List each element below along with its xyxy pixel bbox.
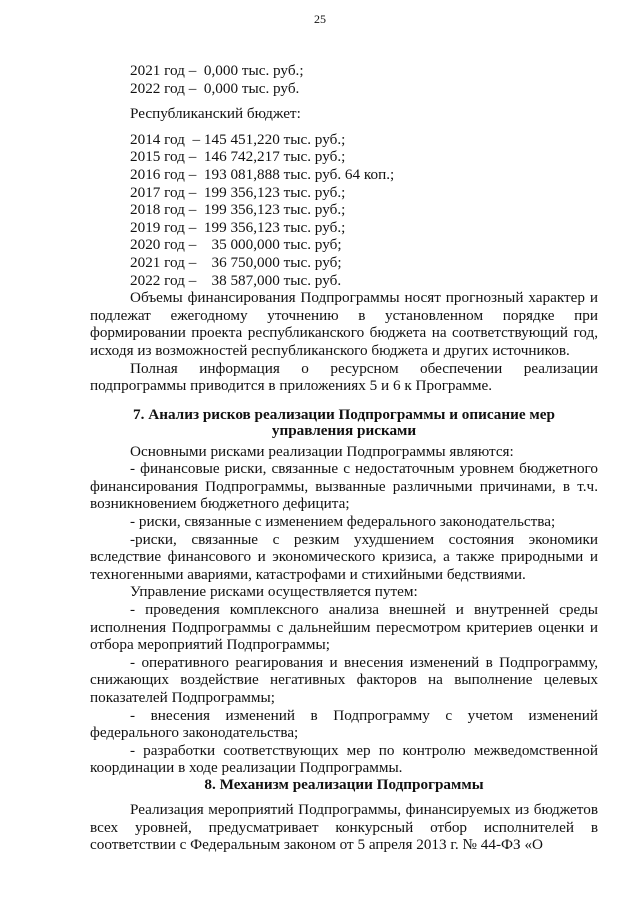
measure-item: - проведения комплексного анализа внешней и внутренней среды исполнения Подпрограммы с дальнейшим пересмотром критериев оценки и отбора мероприятий Подпрограммы; [90,601,598,654]
budget-line: 2017 год – 199 356,123 тыс. руб.; [130,183,346,201]
section-7-title-line: 7. Анализ рисков реализации Подпрограммы и описание мер [133,405,555,423]
risks-intro: Основными рисками реализации Подпрограммы являются: [130,442,514,460]
measure-item: - оперативного реагирования и внесения изменений в Подпрограмму, снижающих воздействие негативных факторов на выполнение целевых показателей Подпрограммы; [90,653,598,706]
republic-budget-label: Республиканский бюджет: [130,105,301,123]
risk-item: - финансовые риски, связанные с недостаточным уровнем бюджетного финансирования Подпрограммы, вызванные различными причинами, в т.ч. возникновением бюджетного дефицита; [90,460,598,513]
budget-line: 2021 год – 36 750,000 тыс. руб; [130,253,342,271]
section-7-heading [90,407,598,439]
measure-item: - внесения изменений в Подпрограмму с учетом изменений федерального законодательства; [90,706,598,742]
section-7-title-line: управления рисками [271,421,417,439]
budget-line: 2020 год – 35 000,000 тыс. руб; [130,236,342,254]
page-content [90,62,598,854]
info-paragraph: Полная информация о ресурсном обеспечении реализации подпрограммы приводится в приложениях 5 и 6 к Программе. [90,359,598,395]
budget-line: 2022 год – 0,000 тыс. руб. [130,79,300,97]
budget-line: 2014 год – 145 451,220 тыс. руб.; [130,130,346,148]
section-8-heading: 8. Механизм реализации Подпрограммы [204,775,484,793]
risk-item: - риски, связанные с изменением федерального законодательства; [130,513,556,531]
measure-item: - разработки соответствующих мер по контролю межведомственной координации в ходе реализации Подпрограммы. [90,741,598,777]
page-number: 25 [314,12,326,26]
budget-line: 2021 год – 0,000 тыс. руб.; [130,62,304,79]
budget-line: 2018 год – 199 356,123 тыс. руб.; [130,201,346,219]
management-intro: Управление рисками осуществляется путем: [130,583,418,601]
budget-line: 2015 год – 146 742,217 тыс. руб.; [130,148,346,166]
section-8-paragraph: Реализация мероприятий Подпрограммы, финансируемых из бюджетов всех уровней, предусматривает конкурсный отбор исполнителей в соответствии с Федеральным законом от 5 апреля 2013 г. № 44-ФЗ «О [90,800,598,854]
budget-line: 2022 год – 38 587,000 тыс. руб. [130,271,342,289]
budget-line: 2019 год – 199 356,123 тыс. руб.; [130,218,346,236]
budget-line: 2016 год – 193 081,888 тыс. руб. 64 коп.; [130,165,395,183]
financing-paragraph: Объемы финансирования Подпрограммы носят прогнозный характер и подлежат ежегодному уточнению в установленном порядке при формировании проекта республиканского бюджета на соответствующий год, исходя из возможностей республиканского бюджета и других источников. [90,289,598,359]
risk-item: -риски, связанные с резким ухудшением состояния экономики вследствие финансового и экономического кризиса, а также природными и техногенными авариями, катастрофами и стихийными бедствиями. [90,530,598,583]
